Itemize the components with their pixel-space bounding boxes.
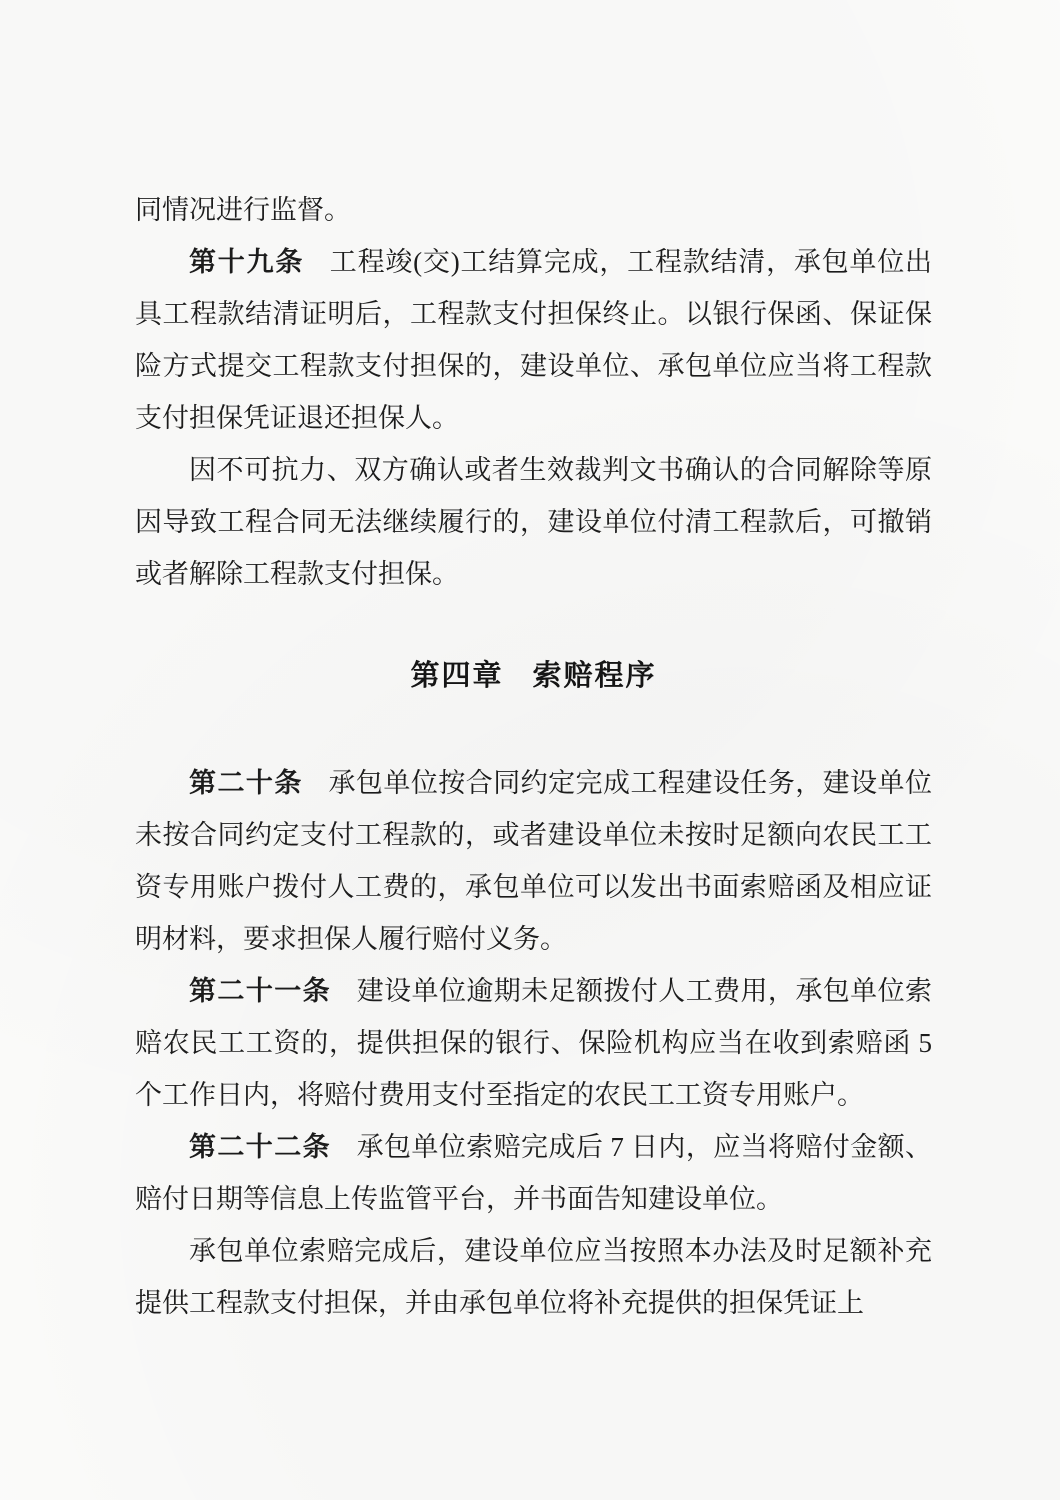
article-19-number: 第十九条 xyxy=(189,247,305,277)
article-19-text: 工程竣(交)工结算完成，工程款结清，承包单位出具工程款结清证明后，工程款支付担保终止。以银行保函、保证保险方式提交工程款支付担保的，建设单位、承包单位应当将工程款支付担保凭证退还担保人。 xyxy=(135,247,933,433)
article-20-text: 承包单位按合同约定完成工程建设任务，建设单位未按合同约定支付工程款的，或者建设单位未按时足额向农民工工资专用账户拨付人工费的，承包单位可以发出书面索赔函及相应证明材料，要求担保人履行赔付义务。 xyxy=(135,768,933,954)
paragraph-force-majeure: 因不可抗力、双方确认或者生效裁判文书确认的合同解除等原因导致工程合同无法继续履行的，建设单位付清工程款后，可撤销或者解除工程款支付担保。 xyxy=(135,455,932,589)
article-22-text: 承包单位索赔完成后 7 日内，应当将赔付金额、赔付日期等信息上传监管平台，并书面告知建设单位。 xyxy=(135,1132,933,1214)
chapter-number: 第四章 xyxy=(410,660,504,692)
article-19-paragraph xyxy=(135,236,932,444)
article-21-number: 第二十一条 xyxy=(189,976,332,1006)
article-20-paragraph xyxy=(135,757,932,965)
article-21-paragraph xyxy=(135,965,932,1121)
article-22-number: 第二十二条 xyxy=(189,1132,331,1162)
paragraph-supplementary-guarantee: 承包单位索赔完成后，建设单位应当按照本办法及时足额补充提供工程款支付担保，并由承包单位将补充提供的担保凭证上 xyxy=(135,1236,932,1318)
document-text-block xyxy=(135,184,932,1329)
paragraph-continuation: 同情况进行监督。 xyxy=(135,195,351,225)
chapter-title: 索赔程序 xyxy=(532,660,657,692)
article-20-number: 第二十条 xyxy=(189,768,303,798)
article-22-paragraph xyxy=(135,1121,932,1225)
chapter-heading xyxy=(135,650,932,702)
article-21-text: 建设单位逾期未足额拨付人工费用，承包单位索赔农民工工资的，提供担保的银行、保险机构应当在收到索赔函 5 个工作日内，将赔付费用支付至指定的农民工工资专用账户。 xyxy=(135,976,933,1110)
